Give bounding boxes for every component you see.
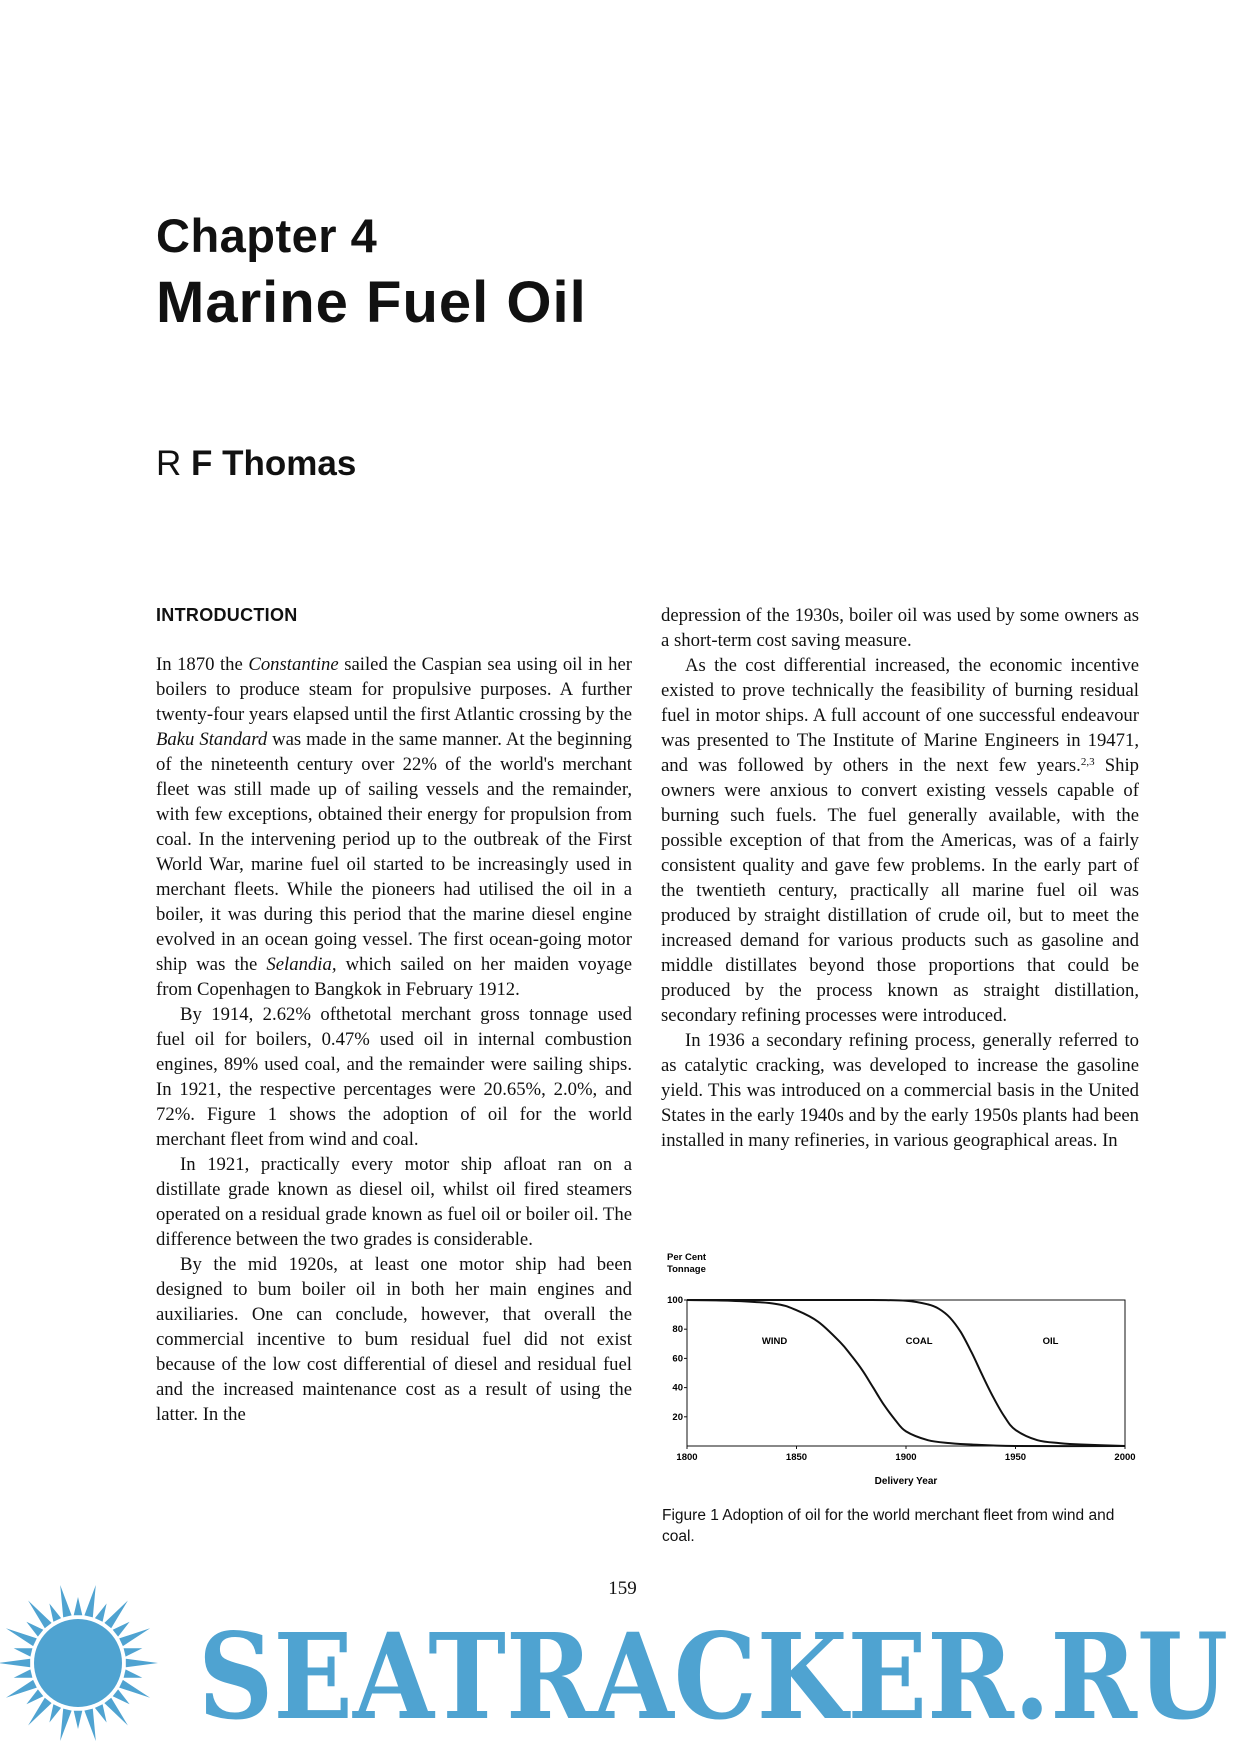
sun-ray: [28, 1601, 51, 1629]
sun-ray: [95, 1604, 107, 1622]
section-heading: INTRODUCTION: [156, 605, 298, 625]
x-axis-label: Delivery Year: [874, 1476, 938, 1487]
y-axis-label: Per Cent: [667, 1252, 707, 1263]
sun-ray: [26, 1689, 43, 1704]
sun-ray: [104, 1601, 128, 1629]
sun-ray: [84, 1709, 95, 1741]
sun-ray: [26, 1622, 43, 1637]
watermark-text: SEATRACKER.RU: [198, 1607, 1228, 1746]
sun-ray: [126, 1659, 158, 1668]
sun-ray: [0, 1659, 30, 1668]
sun-ray: [74, 1711, 83, 1729]
watermark: [0, 1568, 1245, 1756]
x-tick-label: 2000: [1114, 1452, 1136, 1463]
figure-caption: Figure 1 Adoption of oil for the world merchant fleet from wind and coal.: [662, 1507, 1115, 1545]
series-line: [687, 1300, 1125, 1446]
sun-ray: [95, 1704, 107, 1722]
plot-frame: [687, 1300, 1125, 1446]
paragraph-2: By 1914, 2.62% ofthetotal merchant gross tonnage used fuel oil for boilers, 0.47% used oil in internal combustion engines, 89% used coal, and the remainder were sailing ships. In 1921, the respective percentages were 20.65%, 2.0%, and 72%. Figure 1 shows the adoption of oil for the world merchant fleet from wind and coal.: [156, 1004, 632, 1150]
ship-name: Selandia,: [266, 954, 337, 975]
sun-ray: [49, 1604, 61, 1622]
x-tick-label: 1800: [676, 1452, 698, 1463]
paragraph-3: In 1921, practically every motor ship afloat ran on a distillate grade known as diesel oil, whilst oil fired steamers operated on a residual grade known as fuel oil or boiler oil. The difference between the two grades is considerable.: [156, 1154, 632, 1250]
y-axis-label: Tonnage: [667, 1264, 706, 1275]
paragraph-4: By the mid 1920s, at least one motor ship had been designed to bum boiler oil in both her main engines and auxiliaries. One can conclude, however, that overall the commercial incentive to bum residual fuel did not exist because of the low cost differential of diesel and residual fuel and the increased maintenance cost as a result of using the latter. In the: [156, 1254, 632, 1425]
paragraph-5: As the cost differential increased, the economic incentive existed to prove technically the feasibility of burning residual fuel in motor ships. A full account of one successful endeavour was presented to The Institute of Marine Engineers in 19471, and was followed by others in the next few years.$^{2,3}$ Ship owners were anxious to convert existing vessels capable of burning such fuels. The fuel generally available, with the possible exception of that from the Americas, was of a fairly consistent quality and gave few problems. In the early part of the twentieth century, practically all marine fuel oil was produced by straight distillation of crude oil, but to meet the increased demand for various products such as gasoline and middle distillates beyond those proportions that could be produced by the process known as straight distillation, secondary refining processes were introduced.: [661, 655, 1139, 1026]
author-name: F Thomas: [191, 444, 357, 483]
sun-ray: [104, 1698, 128, 1726]
y-tick-label: 100: [667, 1295, 683, 1306]
x-tick-label: 1950: [1004, 1452, 1027, 1463]
sun-ray: [84, 1585, 95, 1617]
series-line: [687, 1300, 1125, 1446]
left-column: [156, 652, 632, 1427]
paragraph-continued: depression of the 1930s, boiler oil was used by some owners as a short-term cost saving measure.: [661, 605, 1139, 651]
sun-ray: [119, 1628, 150, 1646]
paragraph-6: In 1936 a secondary refining process, generally referred to as catalytic cracking, was developed to increase the gasoline yield. This was introduced on a commercial basis in the United States in the early 1940s and by the early 1950s plants had been installed in many refineries, in various geographical areas. In: [661, 1030, 1139, 1151]
sun-ray: [6, 1628, 37, 1646]
y-tick-label: 20: [672, 1411, 683, 1423]
sun-ray: [113, 1689, 130, 1704]
sun-ray: [124, 1648, 143, 1656]
author: [156, 446, 356, 481]
sun-ray: [60, 1709, 71, 1741]
chapter-title: Marine Fuel Oil: [156, 270, 587, 335]
sun-ray: [113, 1622, 130, 1637]
region-label: COAL: [905, 1335, 933, 1347]
y-tick-label: 40: [672, 1382, 683, 1394]
sun-ray: [74, 1597, 83, 1615]
sun-icon: [0, 1585, 158, 1741]
chapter-label: Chapter 4: [156, 209, 378, 262]
y-tick-label: 60: [672, 1353, 683, 1365]
sun-ray: [49, 1704, 61, 1722]
y-tick-label: 80: [672, 1324, 683, 1336]
paragraph-1: In 1870 the Constantine sailed the Caspian sea using oil in her boilers to produce steam for propulsive purposes. A further twenty-four years elapsed until the first Atlantic crossing by the Baku Standard was made in the same manner. At the beginning of the nineteenth century over 22% of the world's merchant fleet was still made up of sailing vessels and the remainder, with few exceptions, obtained their energy for propulsion from coal. In the intervening period up to the outbreak of the First World War, marine fuel oil started to be increasingly used in merchant fleets. While the pioneers had utilised the oil in a boiler, it was during this period that the marine diesel engine evolved in an ocean going vessel. The first ocean-going motor ship was the Selandia, which sailed on her maiden voyage from Copenhagen to Bangkok in February 1912.: [156, 654, 633, 1000]
sun-ray: [6, 1680, 37, 1698]
sun-ray: [28, 1698, 51, 1726]
figure-1-chart: [655, 1250, 1145, 1495]
sun-disc: [34, 1619, 122, 1707]
region-label: WIND: [761, 1335, 788, 1347]
right-column: [661, 603, 1139, 1153]
x-tick-label: 1900: [895, 1452, 917, 1463]
region-label: OIL: [1042, 1335, 1059, 1347]
sun-ray: [60, 1585, 71, 1617]
author-initial: R: [156, 444, 182, 483]
x-tick-label: 1850: [785, 1452, 808, 1463]
page-number: 159: [608, 1578, 637, 1599]
reference-superscript: 2,3: [1080, 756, 1095, 768]
sun-ray: [119, 1680, 150, 1698]
sun-ray: [14, 1669, 33, 1677]
sun-ray: [14, 1648, 33, 1656]
ship-name: Baku Standard: [156, 729, 268, 750]
ship-name: Constantine: [248, 654, 339, 675]
sun-ray: [124, 1669, 143, 1677]
